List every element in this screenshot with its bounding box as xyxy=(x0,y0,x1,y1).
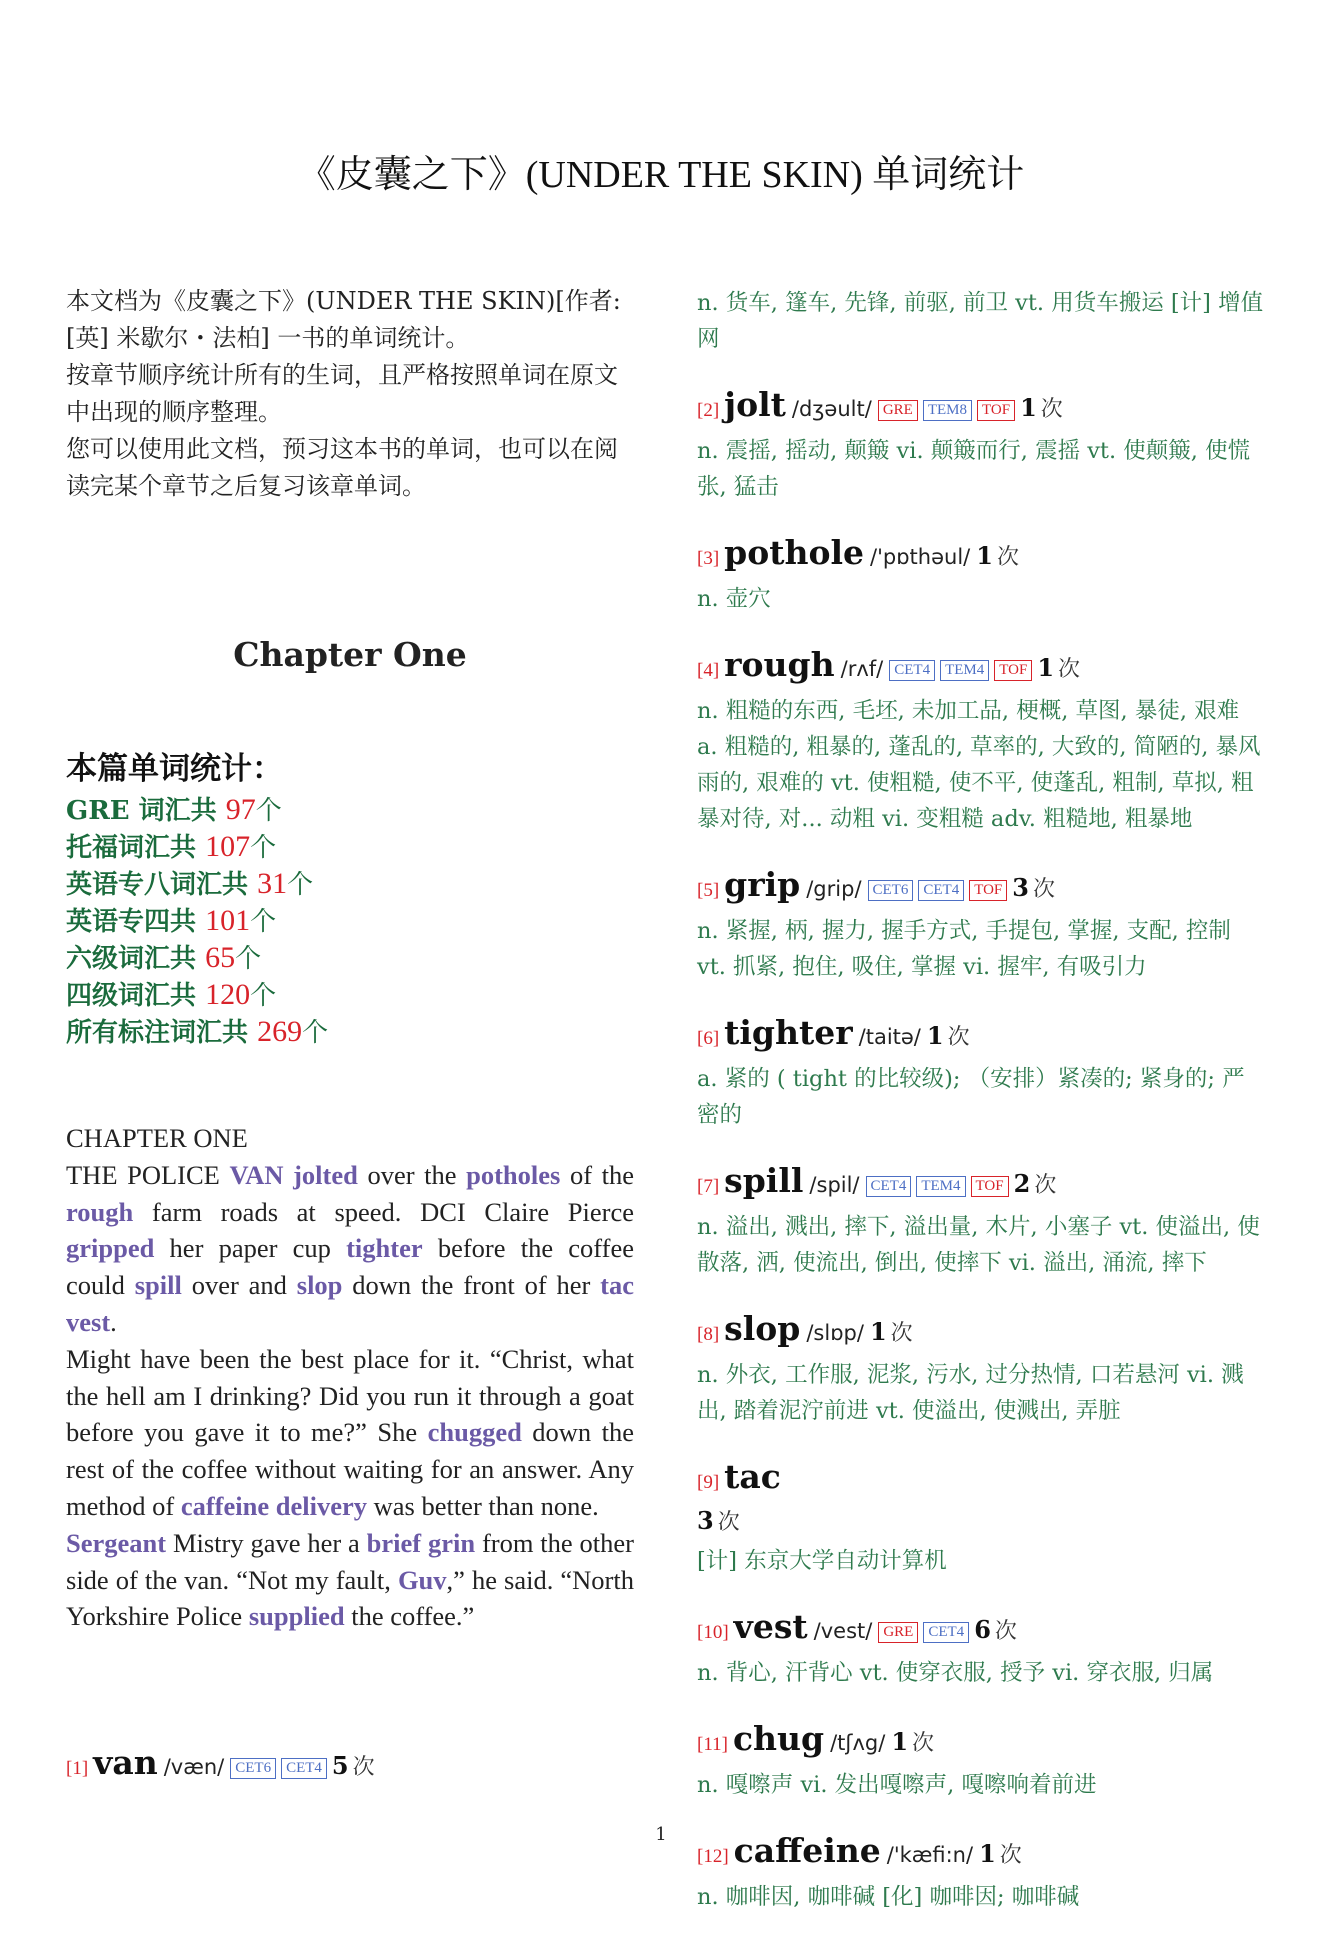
count-suffix: 次 xyxy=(1034,1173,1057,1198)
text-segment: down the rest of the coffee without waiting for an answer. Any method of xyxy=(66,1417,635,1521)
entry-phonetic: /taitə/ xyxy=(858,1025,921,1049)
entry-definition: n. 粗糙的东西, 毛坯, 未加工品, 梗概, 草图, 暴徒, 艰难 a. 粗糙的, 粗暴的, 蓬乱的, 草率的, 大致的, 简陋的, 暴风雨的, 艰难的 vt. 使粗糙, 使不平, 使蓬乱, 粗制, 草拟, 粗暴对待, 对... 动粗 vi. 变粗糙 adv. 粗糙地, 粗暴地 xyxy=(697,698,1261,832)
entry-index: [3] xyxy=(697,548,720,569)
entry-word: pothole xyxy=(724,533,865,572)
stat-label: 所有标注词汇共 xyxy=(66,1018,258,1048)
stat-line xyxy=(66,792,634,829)
text-segment: over and xyxy=(181,1270,297,1301)
entry-list-left xyxy=(66,1743,634,1817)
text-segment: farm roads at speed. DCI Claire Pierce xyxy=(133,1196,634,1227)
text-segment: of the xyxy=(560,1159,635,1190)
highlighted-word: chugged xyxy=(427,1417,522,1448)
entry-index: [11] xyxy=(697,1734,728,1755)
level-tag: TOF xyxy=(971,1176,1009,1197)
entry-phonetic: /slɒp/ xyxy=(806,1321,864,1345)
stat-unit: 个 xyxy=(287,870,314,900)
stat-value: 65 xyxy=(205,941,236,974)
entry-definition: n. 外衣, 工作服, 泥浆, 污水, 过分热情, 口若悬河 vi. 溅出, 踏着泥泞前进 vt. 使溢出, 使溅出, 弄脏 xyxy=(697,1362,1244,1424)
entry-phonetic: /væn/ xyxy=(163,1755,225,1779)
text-segment xyxy=(421,1528,428,1558)
entry-phonetic: /dʒəult/ xyxy=(791,397,872,421)
stat-unit: 个 xyxy=(302,1018,329,1048)
entry-head xyxy=(697,865,1264,911)
entry-index: [5] xyxy=(697,880,720,901)
highlighted-word: tac xyxy=(600,1270,635,1301)
stat-value: 120 xyxy=(205,978,251,1011)
level-tag: TOF xyxy=(994,660,1032,681)
highlighted-word: supplied xyxy=(248,1601,345,1632)
entry-index: [6] xyxy=(697,1028,720,1049)
entry-phonetic: /'kæfi:n/ xyxy=(886,1843,974,1867)
word-entry xyxy=(697,285,1264,357)
text-segment: Might have been the best place for it. “Christ, what the hell am I drinking? Did you run it through a goat before you gave it to me?” She xyxy=(66,1343,634,1448)
entry-count: 1 xyxy=(976,541,993,570)
word-entry xyxy=(697,1013,1264,1133)
word-entry xyxy=(697,645,1264,837)
entry-head xyxy=(697,1013,1264,1059)
text-segment: Mistry gave her a xyxy=(166,1527,367,1558)
entry-head xyxy=(66,1743,634,1789)
level-tag: CET4 xyxy=(923,1622,969,1643)
text-segment: was better than none. xyxy=(366,1490,599,1521)
text-segment xyxy=(283,1160,293,1190)
entry-index: [4] xyxy=(697,660,720,681)
stat-label: 英语专四共 xyxy=(66,907,206,937)
entry-head xyxy=(697,1607,1264,1653)
level-tag: CET6 xyxy=(868,880,914,901)
entry-index: [9] xyxy=(697,1472,720,1493)
word-entry xyxy=(697,1607,1264,1691)
entry-count: 2 xyxy=(1013,1169,1031,1198)
stat-line xyxy=(66,1014,634,1051)
intro-line: 按章节顺序统计所有的生词，且严格按照单词在原文中出现的顺序整理。 xyxy=(66,361,618,426)
intro-line: 您可以使用此文档，预习这本书的单词，也可以在阅读完某个章节之后复习该章单词。 xyxy=(66,435,618,500)
paragraph-1 xyxy=(66,1157,634,1341)
chapter-heading: Chapter One xyxy=(233,635,467,674)
entry-definition: n. 紧握, 柄, 握力, 握手方式, 手提包, 掌握, 支配, 控制 vt. 抓紧, 抱住, 吸住, 掌握 vi. 握牢, 有吸引力 xyxy=(697,918,1231,980)
entry-word: tighter xyxy=(724,1013,853,1052)
entry-word: tac xyxy=(724,1457,781,1496)
text-segment: the coffee.” xyxy=(344,1601,475,1632)
highlighted-word: tighter xyxy=(346,1233,423,1264)
entry-head xyxy=(697,385,1264,431)
word-stats xyxy=(66,743,634,1051)
highlighted-word: vest xyxy=(66,1306,111,1337)
level-tag: TOF xyxy=(977,400,1015,421)
intro-line: 本文档为《皮囊之下》(UNDER THE SKIN)[作者: [英] 米歇尔・法柏] 一书的单词统计。 xyxy=(66,287,621,352)
entry-word: spill xyxy=(724,1161,804,1200)
count-line xyxy=(697,1503,1264,1541)
stat-value: 107 xyxy=(205,830,251,863)
entry-definition: n. 背心, 汗背心 vt. 使穿衣服, 授予 vi. 穿衣服, 归属 xyxy=(697,1660,1214,1686)
level-tag: CET4 xyxy=(281,1758,327,1779)
entry-head xyxy=(697,1457,1264,1503)
entry-count: 1 xyxy=(891,1727,909,1756)
entry-definition: n. 壶穴 xyxy=(697,586,771,612)
stat-value: 31 xyxy=(257,867,288,900)
entry-count: 1 xyxy=(979,1839,996,1868)
highlighted-word: jolted xyxy=(293,1159,358,1190)
entry-list-right xyxy=(697,283,1264,1943)
level-tag: TOF xyxy=(969,880,1007,901)
stat-line xyxy=(66,940,634,977)
entry-index: [10] xyxy=(697,1622,729,1643)
word-entry xyxy=(697,385,1264,505)
text-segment xyxy=(269,1491,276,1521)
highlighted-word: brief xyxy=(366,1527,422,1558)
highlighted-word: caffeine xyxy=(180,1490,270,1521)
entry-definition: a. 紧的 ( tight 的比较级); （安排）紧凑的; 紧身的; 严密的 xyxy=(697,1066,1245,1128)
level-tag: GRE xyxy=(878,400,918,421)
entry-word: vest xyxy=(733,1607,808,1646)
stat-line xyxy=(66,903,634,940)
count-suffix: 次 xyxy=(994,1619,1017,1644)
stat-line xyxy=(66,829,634,866)
stat-value: 97 xyxy=(225,793,256,826)
entry-phonetic: /grip/ xyxy=(806,877,862,901)
stat-label: 四级词汇共 xyxy=(66,981,206,1011)
word-entry xyxy=(697,1309,1264,1429)
entry-phonetic: /'pɒthəul/ xyxy=(870,545,971,569)
entry-index: [1] xyxy=(66,1758,89,1779)
stat-label: GRE 词汇共 xyxy=(66,796,226,826)
entry-count: 1 xyxy=(1037,653,1055,682)
left-column xyxy=(66,283,635,1782)
stat-label: 六级词汇共 xyxy=(66,944,206,974)
entry-count: 1 xyxy=(926,1021,944,1050)
level-tag: TEM4 xyxy=(916,1176,965,1197)
entry-definition: n. 震摇, 摇动, 颠簸 vi. 颠簸而行, 震摇 vt. 使颠簸, 使慌张, 猛击 xyxy=(697,438,1251,500)
entry-index: [12] xyxy=(697,1846,729,1867)
highlighted-word: rough xyxy=(66,1196,134,1227)
entry-count: 1 xyxy=(869,1317,887,1346)
word-entry xyxy=(66,1743,634,1789)
entry-index: [8] xyxy=(697,1324,720,1345)
count-suffix: 次 xyxy=(1040,397,1063,422)
word-entry xyxy=(697,865,1264,985)
stat-unit: 个 xyxy=(250,833,277,863)
entry-index: [7] xyxy=(697,1176,720,1197)
chapter-title-text: CHAPTER ONE xyxy=(66,1123,248,1153)
count-suffix: 次 xyxy=(912,1731,935,1756)
highlighted-word: grin xyxy=(427,1527,476,1558)
word-entry xyxy=(697,533,1264,617)
entry-word: slop xyxy=(724,1309,801,1348)
entry-definition: [计] 东京大学自动计算机 xyxy=(697,1548,947,1574)
entry-head xyxy=(697,1719,1264,1765)
highlighted-word: gripped xyxy=(66,1233,155,1264)
word-entry xyxy=(697,1161,1264,1281)
document-title: 《皮囊之下》(UNDER THE SKIN) 单词统计 xyxy=(297,154,1025,196)
level-tag: CET4 xyxy=(889,660,935,681)
entry-definition: n. 咖啡因, 咖啡碱 [化] 咖啡因; 咖啡碱 xyxy=(697,1884,1080,1910)
count-suffix: 次 xyxy=(1058,657,1081,682)
highlighted-word: slop xyxy=(296,1270,343,1301)
level-tag: TEM8 xyxy=(923,400,972,421)
count-suffix: 次 xyxy=(717,1510,740,1535)
entry-phonetic: /spil/ xyxy=(809,1173,860,1197)
entry-count: 6 xyxy=(974,1615,991,1644)
text-segment: down the front of her xyxy=(342,1270,601,1301)
entry-head xyxy=(697,533,1264,579)
chapter-text xyxy=(66,1120,634,1635)
count-suffix: 次 xyxy=(947,1025,970,1050)
count-suffix: 次 xyxy=(352,1755,375,1780)
highlighted-word: potholes xyxy=(466,1159,561,1190)
level-tag: CET6 xyxy=(230,1758,276,1779)
text-segment: THE POLICE xyxy=(66,1159,230,1190)
stat-unit: 个 xyxy=(255,796,282,826)
stat-line xyxy=(66,977,634,1014)
stat-label: 托福词汇共 xyxy=(66,833,206,863)
entry-word: caffeine xyxy=(733,1831,881,1870)
entry-word: rough xyxy=(724,645,835,684)
entry-head xyxy=(697,1309,1264,1355)
count-suffix: 次 xyxy=(996,545,1019,570)
highlighted-word: Sergeant xyxy=(66,1527,167,1558)
stat-unit: 个 xyxy=(235,944,262,974)
stat-unit: 个 xyxy=(250,907,277,937)
entry-head xyxy=(697,645,1264,691)
word-entry xyxy=(697,1457,1264,1579)
entry-phonetic: /vest/ xyxy=(813,1619,873,1643)
stat-label: 英语专八词汇共 xyxy=(66,870,258,900)
entry-count: 1 xyxy=(1020,393,1037,422)
highlighted-word: spill xyxy=(134,1270,182,1301)
entry-count: 3 xyxy=(1012,873,1029,902)
entry-word: van xyxy=(93,1743,158,1782)
entry-phonetic: /rʌf/ xyxy=(840,657,884,681)
page-number: 1 xyxy=(655,1824,667,1845)
highlighted-word: Guv xyxy=(397,1564,447,1595)
text-segment: over the xyxy=(357,1159,467,1190)
entry-index: [2] xyxy=(697,400,720,421)
entry-phonetic: /tʃʌg/ xyxy=(830,1731,886,1755)
count-suffix: 次 xyxy=(890,1321,913,1346)
level-tag: GRE xyxy=(878,1622,918,1643)
paragraph-2 xyxy=(66,1341,634,1525)
count-suffix: 次 xyxy=(999,1843,1022,1868)
stat-value: 269 xyxy=(257,1015,303,1048)
stat-line xyxy=(66,866,634,903)
entry-count: 5 xyxy=(331,1751,349,1780)
text-segment: . xyxy=(110,1306,117,1337)
entry-word: grip xyxy=(724,865,801,904)
text-segment: before the coffee could xyxy=(66,1233,634,1301)
level-tag: CET4 xyxy=(866,1176,912,1197)
text-segment: her paper cup xyxy=(154,1233,347,1264)
entry-definition: n. 货车, 篷车, 先锋, 前驱, 前卫 vt. 用货车搬运 [计] 增值网 xyxy=(697,290,1264,352)
highlighted-word: delivery xyxy=(275,1490,367,1521)
word-entry xyxy=(697,1719,1264,1803)
entry-head xyxy=(697,1161,1264,1207)
count-suffix: 次 xyxy=(1032,877,1055,902)
stat-unit: 个 xyxy=(250,981,277,1011)
text-segment: from the other side of the van. “Not my fault, xyxy=(66,1527,634,1595)
entry-word: chug xyxy=(732,1719,825,1758)
entry-definition: n. 嘎嚓声 vi. 发出嘎嚓声, 嘎嚓响着前进 xyxy=(697,1772,1097,1798)
entry-count: 3 xyxy=(697,1506,714,1535)
highlighted-word: VAN xyxy=(229,1159,284,1190)
stat-value: 101 xyxy=(205,904,251,937)
level-tag: CET4 xyxy=(918,880,964,901)
entry-word: jolt xyxy=(724,385,786,424)
intro xyxy=(66,283,634,505)
entry-definition: n. 溢出, 溅出, 摔下, 溢出量, 木片, 小塞子 vt. 使溢出, 使散落, 洒, 使流出, 倒出, 使摔下 vi. 溢出, 涌流, 摔下 xyxy=(697,1214,1260,1276)
paragraph-3 xyxy=(66,1525,634,1635)
level-tag: TEM4 xyxy=(940,660,989,681)
stats-heading: 本篇单词统计： xyxy=(66,751,283,787)
text-segment: ,” he said. “North Yorkshire Police xyxy=(66,1564,634,1632)
